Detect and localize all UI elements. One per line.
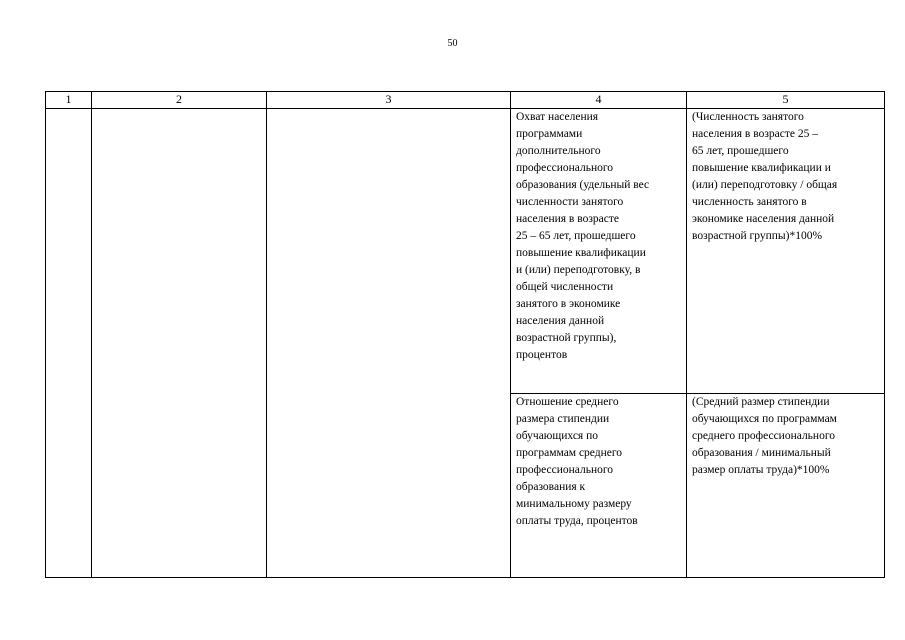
table-header-row (46, 92, 885, 109)
indicator-name-cell (511, 109, 687, 394)
page-number: 50 (447, 38, 458, 49)
indicator-formula-text: (Численность занятого населения в возрасте 25 – 65 лет, прошедшего повышение квалификации и (или) переподготовку / общая численность занятого в экономике населения данной возрастной группы)*100% (692, 111, 838, 242)
table-row (46, 109, 885, 394)
indicator-table (45, 91, 885, 578)
indicator-formula-cell (687, 109, 885, 394)
header-col-2: 2 (92, 92, 267, 109)
cell-col-3 (267, 109, 511, 578)
header-col-1: 1 (46, 92, 92, 109)
indicator-name-text: Охват населения программами дополнительного профессионального образования (удельный вес численности занятого населения в возрасте 25 – 65 лет, прошедшего повышение квалификации и (или) переподготовку, в общей численности занятого в экономике населения данной возрастной группы), процентов (516, 111, 650, 361)
header-col-3: 3 (267, 92, 511, 109)
header-col-5: 5 (687, 92, 885, 109)
indicator-name-cell (511, 394, 687, 578)
cell-col-2 (92, 109, 267, 578)
indicator-formula-cell (687, 394, 885, 578)
indicator-name-text: Отношение среднего размера стипендии обучающихся по программам среднего профессионального образования к минимальному размеру оплаты труда, процентов (516, 396, 638, 527)
header-col-4: 4 (511, 92, 687, 109)
cell-col-1 (46, 109, 92, 578)
indicator-formula-text: (Средний размер стипендии обучающихся по программам среднего профессионального образования / минимальный размер оплаты труда)*100% (692, 396, 837, 476)
